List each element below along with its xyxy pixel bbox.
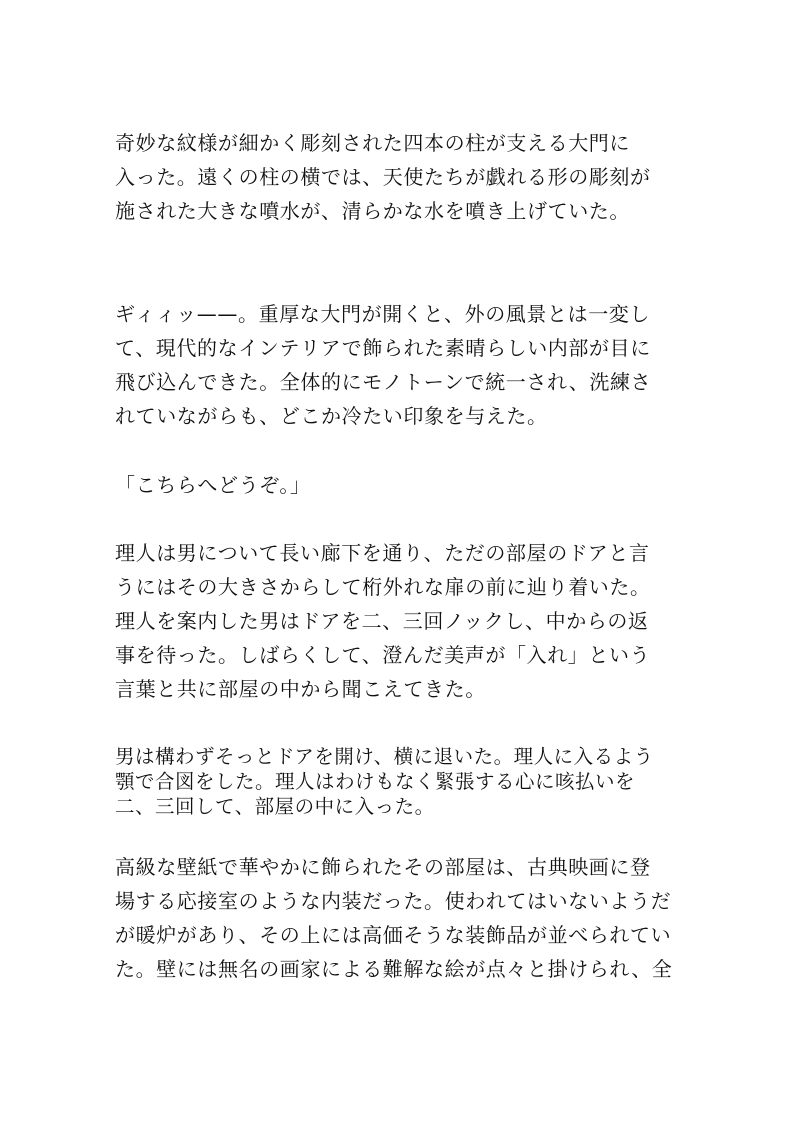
text-line: 施された大きな噴水が、清らかな水を噴き上げていた。 (115, 199, 630, 223)
text-line: うにはその大きさからして桁外れな扉の前に辿り着いた。 (115, 575, 651, 599)
text-line: 事を待った。しばらくして、澄んだ美声が「入れ」という (115, 643, 651, 667)
text-line: 場する応接室のような内装だった。使われてはいないようだ (115, 889, 672, 913)
text-line: 入った。遠くの柱の横では、天使たちが戯れる形の彫刻が (115, 165, 651, 189)
text-line: 男は構わずそっとドアを開け、横に退いた。理人に入るよう (115, 745, 654, 768)
text-line: 理人は男について長い廊下を通り、ただの部屋のドアと言 (115, 541, 650, 565)
text-line: 高級な壁紙で華やかに飾られたその部屋は、古典映画に登 (115, 855, 651, 879)
text-line: 理人を案内した男はドアを二、三回ノックし、中からの返 (115, 609, 649, 633)
text-line: て、現代的なインテリアで飾られた素晴らしい内部が目に (115, 336, 651, 360)
text-line: た。壁には無名の画家による難解な絵が点々と掛けられ、全 (115, 957, 673, 981)
text-line: が暖炉があり、その上には高価そうな装飾品が並べられてい (115, 923, 672, 947)
text-line: 顎で合図をした。理人はわけもなく緊張する心に咳払いを (115, 770, 636, 793)
text-line: ギィィッ——。重厚な大門が開くと、外の風景とは一変し (115, 302, 650, 326)
dialogue-line: 「こちらへどうぞ。」 (115, 473, 311, 497)
text-line: れていながらも、どこか冷たい印象を与えた。 (115, 404, 548, 428)
text-line: 言葉と共に部屋の中から聞こえてきた。 (115, 677, 486, 701)
text-line: 二、三回して、部屋の中に入った。 (115, 795, 435, 818)
text-line: 奇妙な紋様が細かく彫刻された四本の柱が支える大門に (115, 131, 630, 155)
text-line: 飛び込んできた。全体的にモノトーンで統一され、洗練さ (115, 370, 652, 394)
